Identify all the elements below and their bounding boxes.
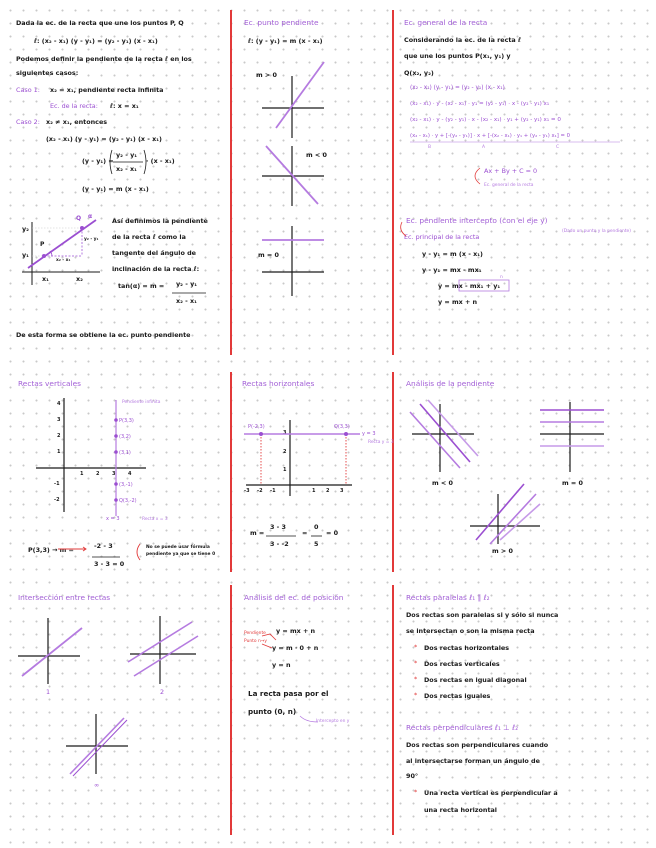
vertical-point: (3,1) [119, 450, 131, 456]
principal-step: y = mx + n [438, 298, 478, 306]
perpendicular-title: Rectas perpendiculares ℓ₁ ⊥ ℓ₂ [406, 723, 519, 732]
horizontal-lines-graph [244, 420, 360, 496]
diagram-x1-label: x₁ [42, 275, 49, 283]
horizontal-slope-equals: = [302, 529, 308, 537]
vertical-note: No se puede usar fórmula [146, 545, 210, 550]
horizontal-slope-numerator-2: 0 [314, 523, 319, 531]
position-step: y = n [272, 661, 291, 669]
slope-text: tangente del ángulo de [112, 249, 197, 257]
bullet-icon: * [414, 691, 418, 699]
parallel-text: Dos rectas son paralelas si y sólo si nunca [406, 611, 559, 619]
position-step: y = m · 0 + n [272, 644, 319, 652]
analysis-m-positive: m > 0 [492, 547, 513, 555]
m-zero-label: m = 0 [258, 251, 279, 259]
general-step: (x₂ - x₁) (y - y₁) = (y₂ - y₁) (x - x₁) [410, 85, 505, 91]
analysis-m-zero: m = 0 [562, 479, 583, 487]
axis-tick: 2 [96, 471, 100, 477]
case2-fraction-denominator: x₂ - x₁ [116, 165, 137, 173]
diagram-q-label: Q [76, 215, 82, 222]
intro-line: siguientes casos: [16, 69, 79, 77]
horizontal-q-label: Q(3,3) [334, 424, 350, 430]
general-equation: Ax + By + C = 0 [484, 167, 538, 175]
analysis-m-negative: m < 0 [432, 479, 453, 487]
case1-label: Caso 1: [16, 86, 40, 94]
general-step: (x₂ - x₁) · y - (y₂ - y₁) · x - (x₂ - x₁) · y₁ + (y₂ - y₁) x₁ = 0 [410, 117, 561, 123]
tangent-numerator: y₂ - y₁ [176, 280, 198, 288]
sketch-m-negative [262, 146, 324, 206]
position-text-note: Intercepto en y [316, 719, 350, 724]
slope-text: inclinación de la recta ℓ: [112, 265, 200, 273]
main-equation: ℓ: (x₂ - x₁) (y - y₁) = (y₂ - y₁) (x - x₁) [34, 37, 158, 45]
axis-tick: 3 [57, 417, 61, 423]
axis-tick: 2 [57, 433, 61, 439]
analysis-negative [410, 400, 478, 472]
horizontal-lines-title: Rectas horizontales [242, 379, 315, 388]
intersection-label-2: 2 [160, 688, 165, 696]
slope-analysis-title: Análisis de la pendiente [406, 379, 495, 388]
axis-tick: 3 [340, 488, 344, 494]
parallel-item: Dos rectas iguales [424, 692, 491, 700]
bullet-icon: * [414, 643, 418, 651]
axis-tick: 1 [57, 449, 61, 455]
vertical-slope-equation: P(3,3) → m = [28, 546, 74, 554]
horizontal-slope-result: = 0 [326, 529, 339, 537]
bracket-icon [110, 150, 112, 174]
brace-icon [137, 544, 140, 560]
axis-tick: 1 [283, 467, 287, 473]
axis-tick: -2 [257, 488, 263, 494]
perpendicular-item: una recta horizontal [424, 806, 498, 814]
coefficient-a: A [482, 145, 486, 150]
bullet-icon: * [414, 788, 418, 796]
m-positive-label: m > 0 [256, 71, 277, 79]
n-label: n [500, 275, 503, 280]
vertical-lines-graph [36, 398, 146, 516]
intro-line: Podemos definir la pendiente de la recta ℓ en los [16, 55, 192, 63]
case2-equation-2-rhs: · (x - x₁) [146, 157, 175, 165]
axis-tick: 2 [283, 449, 287, 455]
general-equation-note: Ec. general de la recta [484, 183, 534, 188]
position-note: Pendiente [244, 631, 266, 636]
m-negative-label: m < 0 [306, 151, 327, 159]
horizontal-slope-denominator: 3 - -2 [270, 540, 289, 548]
case1-text: x₂ = x₁, pendiente recta infinita [50, 86, 164, 94]
case2-equation-1: (x₂ - x₁) (y - y₁) = (y₂ - y₁) (x - x₁) [46, 135, 162, 143]
vertical-note: pendiente ya que se tiene 0 [146, 552, 216, 557]
intro-line: Dada la ec. de la recta que une los puntos P, Q [16, 19, 184, 27]
perpendicular-text: Dos rectas son perpendiculares cuando [406, 741, 549, 749]
arrow-icon [262, 644, 272, 648]
case2-label: Caso 2: [16, 118, 40, 126]
principal-eq-subtitle: Ec. principal de la recta [404, 233, 480, 241]
bracket-icon [144, 150, 146, 174]
parallel-item: Dos rectas verticales [424, 660, 500, 668]
horizontal-slope-numerator: 3 - 3 [270, 523, 286, 531]
vertical-x-note: Recta x = 3 [142, 517, 168, 522]
closing-text: De esta forma se obtiene la ec. punto pendiente [16, 331, 191, 339]
principal-step: y = mx - mx₁ + y₁ [438, 282, 501, 290]
intersection-infinite [66, 714, 128, 776]
axis-tick: 4 [57, 401, 61, 407]
horizontal-slope-m: m = [250, 529, 265, 537]
slope-intercept-note: (Dado un punto y la pendiente) [562, 229, 631, 234]
slope-diagram [22, 220, 100, 285]
axis-tick: -3 [244, 488, 250, 494]
diagram-dx-label: x₂ - x₁ [56, 258, 71, 263]
diagram-dy-label: y₂ - y₁ [84, 237, 99, 242]
case1-sub-equation: ℓ: x = x₁ [110, 102, 139, 110]
diagram-y1-label: y₁ [22, 251, 29, 259]
case2-equation-2-lhs: (y - y₁) = [82, 157, 114, 165]
vertical-point: Q(3,-2) [119, 498, 137, 504]
principal-step: y - y₁ = mx - mx₁ [422, 266, 482, 274]
axis-tick: 3 [283, 430, 287, 436]
axis-tick: 4 [128, 471, 132, 477]
position-step: y = mx + n [276, 627, 316, 635]
intersection-label-inf: ∞ [94, 781, 100, 789]
position-note: Punto n→y [244, 639, 267, 644]
axis-tick: 1 [80, 471, 84, 477]
diagram-x2-label: x₂ [76, 275, 83, 283]
slope-text: Así definimos la pendiente [112, 217, 208, 225]
vertical-slope-numerator: -2 - 3 [94, 542, 113, 550]
case2-equation-3: (y - y₁) = m (x - x₁) [82, 185, 149, 193]
vertical-point: P(3,3) [119, 418, 134, 424]
diagram-y2-label: y₂ [22, 225, 29, 233]
parallel-item: Dos rectas horizontales [424, 644, 510, 652]
parallel-title: Rectas paralelas ℓ₁ ∥ ℓ₂ [406, 593, 490, 602]
vertical-top-note: Pendiente infinita [122, 400, 161, 405]
highlight-box [459, 280, 509, 291]
sketch-m-zero [262, 226, 324, 296]
intersection-two [128, 616, 198, 684]
case2-fraction-numerator: y₂ - y₁ [116, 151, 138, 159]
horizontal-p-label: P(-2,3) [248, 424, 265, 430]
diagram-alpha-label: α [88, 213, 93, 220]
slope-intercept-title: Ec. pendiente intercepto (con el eje y) [406, 216, 548, 225]
tangent-equation: tan(α) = m = [118, 282, 165, 290]
vertical-slope-denominator: 3 - 3 = 0 [94, 560, 125, 568]
position-analysis-title: Análisis del ec. de posición [244, 593, 344, 602]
brace-icon [401, 222, 406, 236]
perpendicular-text: al intersectarse forman un ángulo de [406, 757, 540, 765]
axis-tick: -1 [54, 481, 60, 487]
case2-text: x₂ ≠ x₁, entonces [46, 118, 108, 126]
axis-tick: -1 [270, 488, 276, 494]
vertical-lines-title: Rectas verticales [18, 379, 81, 388]
coefficient-b: B [428, 145, 432, 150]
position-text: La recta pasa por el [248, 689, 329, 698]
horizontal-y-note: Recta y = 3 [368, 440, 394, 445]
analysis-zero [540, 402, 604, 472]
axis-tick: 2 [326, 488, 330, 494]
analysis-positive [470, 484, 540, 544]
bullet-icon: * [414, 675, 418, 683]
general-intro: que une los puntos P(x₁, y₁) y [404, 52, 511, 60]
arrow-icon [262, 634, 276, 640]
general-step-last: (x₂ - x₁) · y + [-(y₂ - y₁)] · x + [-(x₂ - x₁) · y₁ + (y₂ - y₁) x₁] = 0 [410, 133, 571, 139]
vertical-x-label: x = 3 [106, 516, 120, 522]
axis-tick: 1 [312, 488, 316, 494]
vertical-point: (3,-1) [119, 482, 133, 488]
brace-icon [300, 716, 318, 722]
intersection-title: Intersección entre rectas [18, 593, 111, 602]
case1-sub-label: Ec. de la recta: [50, 102, 98, 110]
point-slope-equation: ℓ: (y - y₁) = m (x - x₁) [248, 37, 323, 45]
sketch-m-positive [262, 62, 324, 138]
tangent-denominator: x₂ - x₁ [176, 297, 197, 305]
general-intro: Considerando la ec. de la recta ℓ [404, 36, 521, 44]
perpendicular-text: 90° [406, 772, 419, 780]
principal-step: y - y₁ = m (x - x₁) [422, 250, 483, 258]
point-slope-title: Ec. punto pendiente [244, 18, 319, 27]
arrow-icon [58, 547, 86, 551]
intersection-label-1: 1 [46, 688, 51, 696]
general-step: (x₂ - x₁) · y - (x₂ - x₁) · y₁ = (y₂ - y₁) · x - (y₂ - y₁) x₁ [410, 101, 550, 107]
general-intro: Q(x₂, y₂) [404, 69, 434, 77]
slope-text: de la recta ℓ como la [112, 233, 186, 241]
parallel-text: se intersectan o son la misma recta [406, 627, 535, 635]
axis-tick: 3 [112, 471, 116, 477]
vertical-point: (3,2) [119, 434, 131, 440]
perpendicular-item: Una recta vertical es perpendicular a [424, 789, 558, 797]
diagram-p-label: P [40, 241, 45, 248]
parallel-item: Dos rectas en igual diagonal [424, 676, 527, 684]
intersection-one [18, 618, 82, 684]
axis-tick: -2 [54, 497, 60, 503]
horizontal-slope-denominator-2: 5 [314, 540, 319, 548]
horizontal-y-label: y = 3 [362, 431, 376, 437]
coefficient-c: C [556, 145, 560, 150]
brace-icon [475, 168, 480, 184]
position-text: punto (0, n) [248, 707, 297, 716]
general-eq-title: Ec. general de la recta [404, 18, 488, 27]
bullet-icon: * [414, 659, 418, 667]
